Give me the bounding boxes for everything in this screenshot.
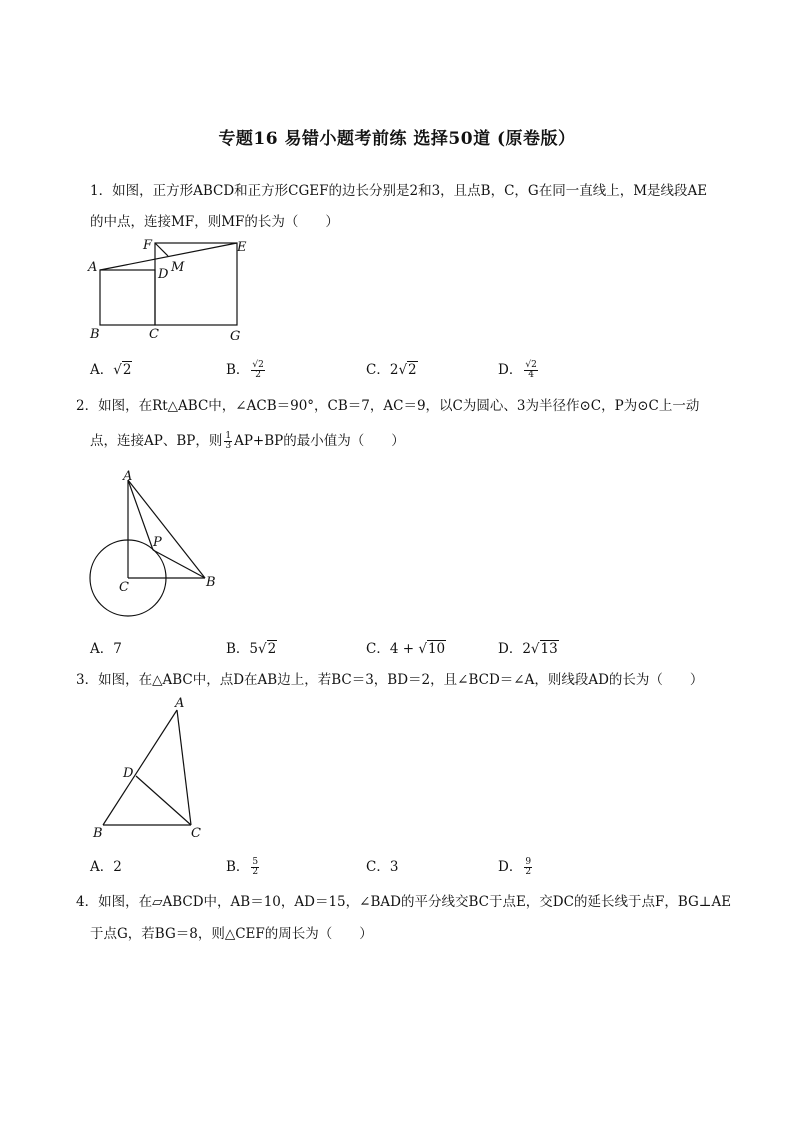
question-1-text-line-1: 1．如图，正方形ABCD和正方形CGEF的边长分别是2和3，且点B，C，G在同一直线上，M是线段AE <box>90 183 708 199</box>
segment-pb <box>153 550 205 578</box>
q2-option-a-letter: A． <box>90 641 114 657</box>
q3-option-c-text: 3 <box>389 859 399 875</box>
segment-ac <box>177 710 191 825</box>
q1-option-c-radical: √2 <box>398 362 417 378</box>
question-2-text-line-2 <box>90 432 405 451</box>
q2-option-d-radicand: 13 <box>540 641 558 657</box>
q2-option-c-radical: √10 <box>418 641 446 657</box>
q1-option-d-denominator: 4 <box>528 370 534 380</box>
question-3-figure <box>85 694 215 844</box>
q2-option-d-prefix: 2 <box>522 641 531 657</box>
label-b: B <box>93 826 103 841</box>
label-d: D <box>123 766 134 781</box>
q2-line2-post: AP+BP的最小值为（ ） <box>234 433 405 449</box>
q1-option-c-prefix: 2 <box>389 362 399 378</box>
q3-option-b-fraction <box>251 858 259 877</box>
q2-option-d-letter: D． <box>498 641 523 657</box>
question-2-text-line-1: 2．如图，在Rt△ABC中，∠ACB＝90°，CB＝7，AC＝9，以C为圆心、3为半径作⊙C，P为⊙C上一动 <box>76 398 700 414</box>
q1-option-d-fraction: $\frac{√2}{4}$ <box>525 360 537 380</box>
q1-option-b-letter: B． <box>226 362 250 378</box>
q1-option-c-radicand: 2 <box>408 362 417 378</box>
label-b: B <box>206 575 216 590</box>
question-2-figure <box>85 468 225 628</box>
question-2-options <box>90 637 730 659</box>
label-m: M <box>171 260 185 275</box>
q2-option-c-letter: C． <box>366 641 390 657</box>
segment-ap <box>128 480 153 550</box>
q1-option-b-denominator: 2 <box>255 370 262 380</box>
q2-option-b-radical: √2 <box>258 641 277 657</box>
question-1-figure <box>85 236 250 346</box>
q3-option-b <box>226 855 261 877</box>
q1-option-d-letter: D． <box>498 362 523 378</box>
q1-option-c-letter: C． <box>366 362 390 378</box>
segment-mf <box>155 243 168 256</box>
q3-option-d <box>498 855 534 877</box>
segment-ae <box>100 243 237 270</box>
label-a: A <box>175 696 185 711</box>
q2-option-a <box>90 637 122 657</box>
segment-dc <box>136 776 191 825</box>
q3-option-b-letter: B． <box>226 859 250 875</box>
q1-option-c <box>366 358 418 378</box>
label-c: C <box>191 826 201 841</box>
label-a: A <box>88 260 98 275</box>
q2-line2-pre: 点，连接AP、BP，则 <box>90 433 223 449</box>
label-a: A <box>123 469 133 484</box>
label-b: B <box>90 327 100 342</box>
q3-option-b-den: 2 <box>252 867 259 877</box>
label-c: C <box>119 580 129 595</box>
question-3-text-line-1: 3．如图，在△ABC中，点D在AB边上，若BC＝3，BD＝2，且∠BCD＝∠A，则线段AD的长为（ ） <box>76 672 704 688</box>
label-p: P <box>153 535 162 550</box>
q3-option-b-num: 5 <box>252 857 259 867</box>
q1-option-d <box>498 358 540 380</box>
square-abcd <box>100 270 155 325</box>
q3-option-a-text: 2 <box>113 859 122 875</box>
question-1-options <box>90 358 730 380</box>
label-f: F <box>143 238 153 253</box>
q3-option-d-den: 2 <box>525 867 532 877</box>
label-d: D <box>158 267 169 282</box>
q2-option-c-radicand: 10 <box>427 641 446 657</box>
q3-option-d-fraction <box>524 858 532 877</box>
q3-option-a-letter: A． <box>90 859 114 875</box>
q1-option-b-fraction: $\frac{√2}{2}$ <box>252 360 264 380</box>
q2-one-third-fraction <box>224 432 232 451</box>
q2-option-d <box>498 637 559 657</box>
q1-option-a-radical: √2 <box>113 362 132 378</box>
q3-option-d-num: 9 <box>525 857 532 867</box>
q1-option-a-radicand: 2 <box>122 362 132 378</box>
q2-option-b <box>226 637 277 657</box>
q2-option-b-radicand: 2 <box>267 641 277 657</box>
q1-option-a-letter: A． <box>90 362 114 378</box>
q2-option-d-radical: √13 <box>530 641 558 657</box>
question-1-text-line-2: 的中点，连接MF，则MF的长为（ ） <box>90 214 339 230</box>
q2-option-b-letter: B． <box>226 641 250 657</box>
page-title: 专题16 易错小题考前练 选择50道 (原卷版） <box>218 129 576 149</box>
q2-option-c <box>366 637 446 657</box>
q1-option-b-radicand: 2 <box>258 360 264 370</box>
q3-option-c <box>366 855 398 875</box>
label-c: C <box>149 327 159 342</box>
question-4-text-line-2: 于点G，若BG＝8，则△CEF的周长为（ ） <box>90 926 373 942</box>
q1-option-d-radicand: 2 <box>531 360 537 370</box>
segment-ab <box>128 480 205 578</box>
q2-option-b-prefix: 5 <box>249 641 259 657</box>
question-4-text-line-1: 4．如图，在▱ABCD中，AB＝10，AD＝15，∠BAD的平分线交BC于点E，交DC的延长线于点F，BG⊥AE <box>76 894 732 910</box>
q3-option-d-letter: D． <box>498 859 523 875</box>
segment-ab <box>103 710 177 825</box>
label-g: G <box>230 329 241 344</box>
q2-option-a-text: 7 <box>113 641 122 657</box>
q2-frac-den: 3 <box>225 441 232 451</box>
q3-option-a <box>90 855 122 875</box>
label-e: E <box>237 240 247 255</box>
q3-option-c-letter: C． <box>366 859 390 875</box>
q1-option-a <box>90 358 132 378</box>
q2-option-c-prefix: 4 + <box>389 641 419 657</box>
q2-frac-num: 1 <box>225 431 232 441</box>
question-3-options <box>90 855 730 877</box>
q1-option-b <box>226 358 267 380</box>
